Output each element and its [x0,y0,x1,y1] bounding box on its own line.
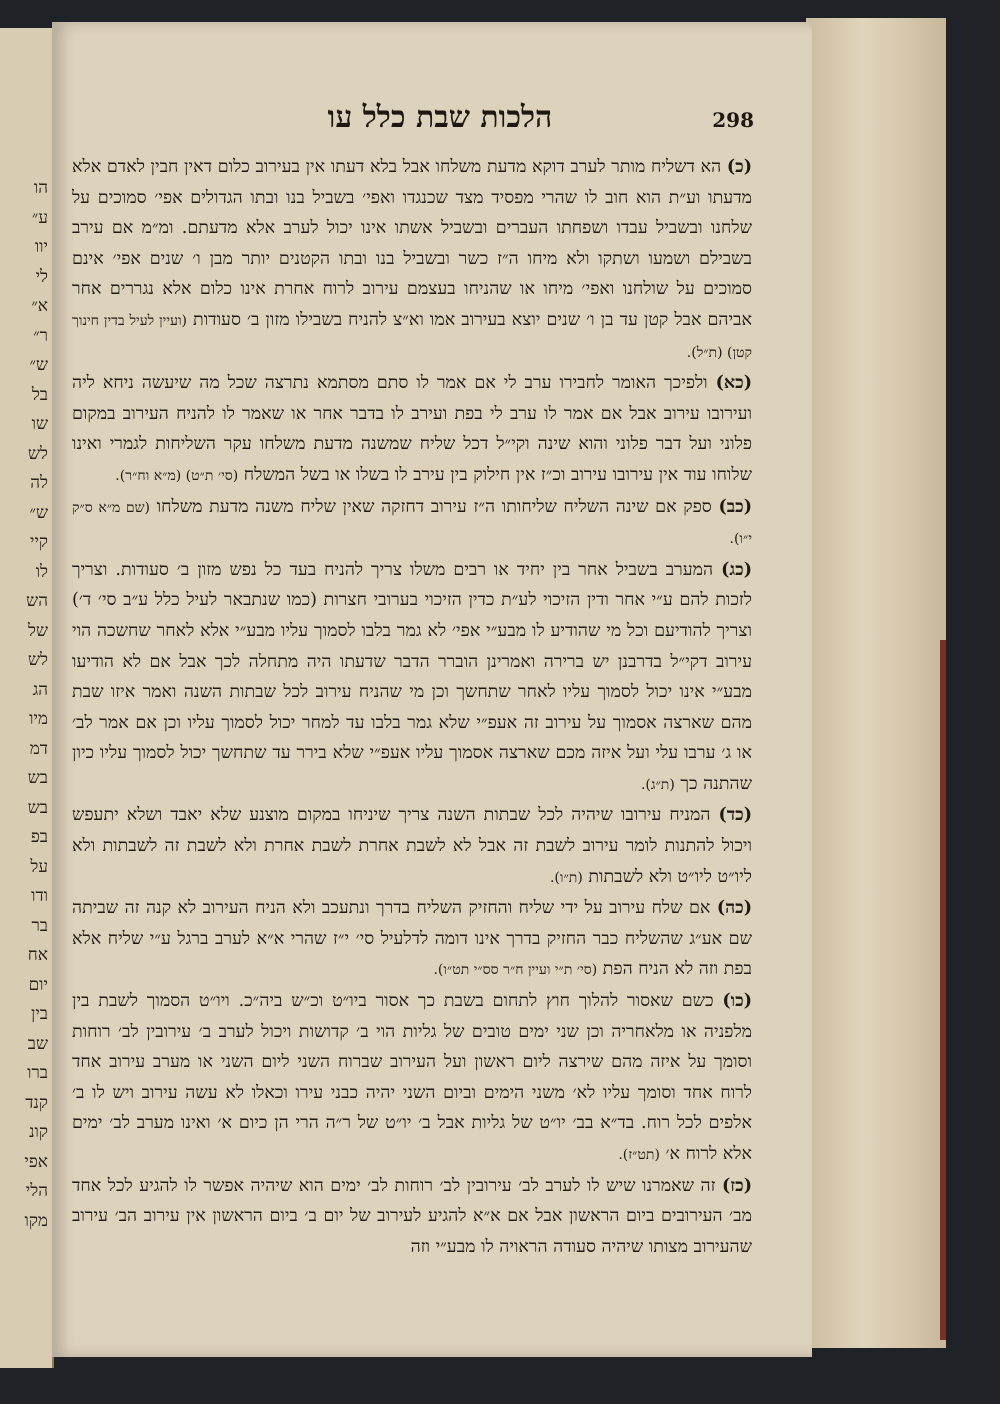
left-page-fragment: ע״ [31,207,48,228]
paragraph-text: הא דשליח מותר לערב דוקא מדעת משלחו אבל בלא דעתו אין בעירוב כלום דאין חבין לאדם אלא מדעתו וע״ת הוא חוב לו שהרי מפסיד מצד שכנגדו ואפי׳ בשביל בנו ובתו הגדולים אפי׳ סמוכים על שלחנו ובשביל עבדו ושפחתו העברים ובשביל אשתו אינו יכול לערב אלא מדעתם. ומ״מ אם עירב בשבילם ושמעו ושתקו ולא מיחו ה״ז כשר ובשביל בנו ובתו הקטנים יותר מבן ו׳ שנים אפי׳ אינם סמוכים על שולחנו ואפי׳ מיחו או שהניחו בעצמם עירוב לרוח אחרת אינו כלום אלא נגררים אחר אביהם אבל קטן עד בן ו׳ שנים יוצא בעירוב אמו וא״צ להניח בשבילו מזון ב׳ סעודות [72,157,752,330]
left-page-fragment: קנד [25,1092,48,1113]
left-page-fragment: אפי [24,1151,48,1172]
left-page-fragment: לה [30,473,48,493]
paragraph-number: (כז) [721,1175,752,1196]
page-header [70,100,760,150]
left-page-fragment: ש״ [29,502,48,523]
page-block-edge [806,18,946,1348]
left-page-fragment: קונ [29,1122,48,1142]
paragraph [72,492,752,555]
paragraph-number: (כד) [718,805,752,826]
left-page-fragment: על [30,856,48,877]
page-number: 298 [712,108,754,132]
paragraph-text: המערב בשביל אחר בין יחיד או רבים משלו צריך להניח בעד כל נפש מזון ב׳ סעודות. וצריך לזכות להם ע״י אחר ודין הזיכוי לע״ת כדין הזיכוי בערובי חצרות (כמו שנתבאר לעיל כלל ע״ב סי׳ ד׳) וצריך להודיעם וכל מי שהודיע לו מבע״י אפי׳ לא גמר בלבו לסמוך עליו מבע״י אלא לאחר שחשכה הוי עירוב דקי״ל בדרבנן יש ברירה ואמרינן הוברר הדבר שדעתו היה מתחלה לכך אבל אם לא הודיעו מבע״י אינו יכול לסמוך עליו לאחר שתחשך וכן מי שהניח עירוב לכל שבתות השנה ואמר איזו שבת מהם שארצה אסמוך על עירוב זה אעפ״י שלא גמר בלבו עד למחר יכול לסמוך עליו וכן אם אמר לב׳ או ג׳ ערבו עלי ועל איזה מכם שארצה אסמוך עליו אעפ״י שלא בירר עד שתחשך יכול לסמוך עליו כיון שהתנה כך [72,559,752,794]
left-page-fragment: בש [27,797,48,818]
paragraph-number: (כו) [722,991,752,1012]
paragraph-text: ספק אם שינה השליח שליחותו ה״ז עירוב דחזקה שאין שליח משנה מדעת משלחו [156,496,712,517]
paragraph [72,986,752,1171]
paragraph-number: (כא) [715,373,752,394]
left-page-fragment: שב [27,1033,48,1054]
paragraph-number: (כ) [726,157,752,177]
left-page-fragment: בש [27,768,48,788]
left-page-fragment: לי [35,266,48,287]
paragraph-text: כשם שאסור להלוך חוץ לתחום בשבת כך אסור ביו״ט וכ״ש ביה״כ. ויו״ט הסמוך לשבת בין מלפניה או מלאחריה וכן שני ימים טובים של גליות הוי ב׳ קדושות ויכול לערב ב׳ עירובין לב׳ רוחות וסומך על איזה מהם שירצה ליום ראשון ועל העירוב שברוח השני ליום השני או מערב עירוב אחד לרוח אחד וסומך עליו לא׳ משני הימים וביום השני יהיה כבני עירו וכאלו לא עשה עירוב ויש לו ב׳ אלפים לכל רוח. בד״א בב׳ יו״ט של גליות אבל ב׳ יו״ט של ר״ה הרי הן כיום א׳ ואינו מערב לב׳ ימים אלא לרוח א׳ [72,991,752,1164]
paragraph-source: (סי׳ ת״ט) (מ״א וח״ר). [115,467,239,484]
paragraph [72,368,752,491]
paragraph-source: (תט״ז). [618,1147,660,1163]
left-page-fragment: א״ [31,296,48,316]
body-text [72,152,752,1263]
left-page-fragment: שו [31,414,48,434]
paragraph [72,555,752,801]
left-page-fragment: מקו [24,1210,48,1231]
paragraph-source: (ת״ג). [640,776,675,793]
left-page-fragment: של [28,620,48,641]
left-page-fragment: לו [35,561,48,582]
left-page-fragment: בין [31,1004,48,1024]
paragraph-source: (שם מ״א ס״ק י״ו). [72,499,752,548]
left-page-fragment: הלי [25,1181,48,1201]
paragraph [72,1171,752,1264]
paragraph-number: (כב) [718,496,752,517]
left-page-fragment: לש [28,650,48,670]
paragraph [72,800,752,893]
paragraph [72,893,752,986]
paragraph [72,152,752,368]
left-page-fragment: יוו [34,237,48,257]
left-page-fragment: ר״ [33,325,48,346]
left-page-fragment: אח [27,945,48,965]
left-page-fragment: ודו [31,886,48,906]
paragraph-source: (ת״ו). [549,869,583,886]
left-page-edge [0,28,54,1368]
paragraph-text: המניח עירובו שיהיה לכל שבתות השנה צריך שיניחו במקום מוצנע שלא יאבד ושלא יתעפש ויכול להתנות לומר עירוב לשבת זה אבל לא לשבת אחרת לשבת אחרת ולא לשבת זה לשבתות ולא ליו״ט ליו״ט ולא לשבתות [72,805,752,887]
left-page-fragment: ש״ [29,355,48,375]
paragraph-source: (סי׳ ת״י ועיין ח״ר סס״י תט״ו). [433,962,598,979]
left-page-fragment: הש [26,591,48,611]
left-page-fragment: ברו [27,1063,48,1083]
paragraph-text: ולפיכך האומר לחבירו ערב לי אם אמר לו סתם מסתמא נתרצה שכל מה שיעשה ניחא ליה ועירובו עירוב אבל אם אמר לו ערב לי בפת ועירב לו בדבר אחר או שאמר לו להניח העירוב במקום פלוני ועל דבר פלוני והוא שינה וקי״ל דכל שליח שמשנה מדעת משלחו עקר השליחות לגמרי ואינו שלוחו עוד אין עירובו עירוב וכ״ז אין חילוק בין עירב לו בשלו או בשל המשלח [72,373,752,485]
left-page-fragment: בפ [30,827,48,847]
paragraph-number: (כה) [716,898,752,919]
paragraph-text: זה שאמרנו שיש לו לערב לב׳ עירובין לב׳ רוחות לב׳ ימים הוא שיהיה אפשר לו להגיע לכל אחד מב׳ העירובים ביום הראשון אבל אם א״א להגיע לעירוב של יום ב׳ ביום הראשון אין עירוב הב׳ עירוב שהעירוב מצותו שיהיה סעודה הראויה לו מבע״י וזה [72,1175,752,1257]
left-page-fragment: קיי [29,532,48,552]
left-page-fragment: הו [33,178,48,198]
left-page-fragment: מיו [29,709,48,729]
paragraph-source: (ועיין לעיל בדין חינוך קטן) (ת״ל). [72,312,752,361]
book-cover-edge [940,640,946,1340]
running-title: הלכות שבת כלל עו [327,100,553,135]
left-page-fragment: בר [31,915,48,936]
left-page-fragment: יום [28,974,48,995]
left-page-fragment: דמ [29,738,48,759]
left-page-fragment: לש [28,443,48,464]
paragraph-text: אם שלח עירוב על ידי שליח והחזיק השליח בדרך ונתעכב ולא הניח העירוב לא קנה זה שביתה שם אע״ג שהשליח כבר החזיק בדרך אינו דומה לדלעיל סי׳ י״ז שהרי א״א לערב ברגל ע״י שליח אלא בפת וזה לא הניח הפת [72,898,752,980]
left-page-fragment: בל [31,384,48,405]
left-page-fragment: הג [32,679,48,700]
paragraph-number: (כג) [721,559,752,580]
